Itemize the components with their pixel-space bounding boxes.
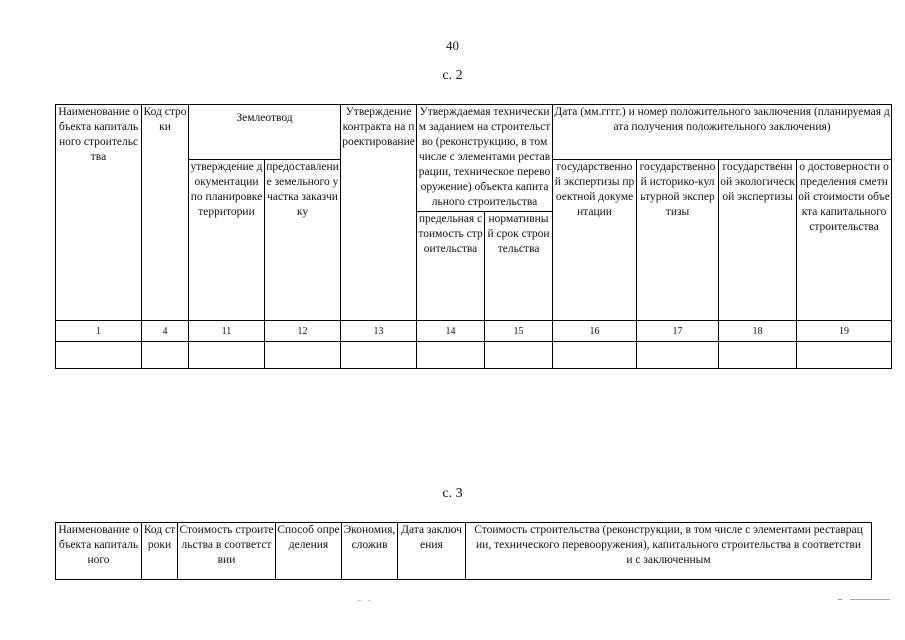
- table-cell[interactable]: [189, 342, 265, 369]
- s3-header-date: Дата заключения: [398, 523, 466, 580]
- header-task-cost: предельная стоимость строительства: [417, 212, 485, 321]
- header-land: Землеотвод: [189, 105, 341, 160]
- data-row: [56, 342, 892, 369]
- table-cell[interactable]: [417, 342, 485, 369]
- table-cell[interactable]: [553, 342, 637, 369]
- header-exp-cost: о достоверности определения сметной стоимости объекта капитального строительства: [797, 160, 892, 321]
- col-number: 14: [417, 321, 485, 342]
- col-number: 12: [265, 321, 341, 342]
- s3-header-method: Способ определения: [276, 523, 342, 580]
- header-name: Наименование объекта капитального строительства: [56, 105, 142, 321]
- col-number: 11: [189, 321, 265, 342]
- col-number: 18: [719, 321, 797, 342]
- scan-specks: [358, 597, 898, 605]
- col-number: 16: [553, 321, 637, 342]
- header-land-provision: предоставление земельного участка заказчику: [265, 160, 341, 321]
- header-exp-hist: государственной историко-культурной экспертизы: [637, 160, 719, 321]
- table-cell[interactable]: [142, 342, 189, 369]
- table-cell[interactable]: [341, 342, 417, 369]
- header-exp-eco: государственной экологической экспертизы: [719, 160, 797, 321]
- header-conclusion: Дата (мм.гггг.) и номер положительного заключения (планируемая дата получения положительного заключения): [553, 105, 892, 160]
- section-2-table: [55, 104, 892, 369]
- s3-header-cost: Стоимость строительства в соответствии: [178, 523, 276, 580]
- table-cell[interactable]: [485, 342, 553, 369]
- header-task: Утверждаемая техническим заданием на строительство (реконструкцию, в том числе с элементами реставрации, техническое перевооружение) объекта капитального строительства: [417, 105, 553, 212]
- table-cell[interactable]: [719, 342, 797, 369]
- table-cell[interactable]: [797, 342, 892, 369]
- s3-header-cost-full: Стоимость строительства (реконструкции, в том числе с элементами реставрации, технического перевооружения), капитального строительства в соответствии с заключенным: [466, 523, 872, 580]
- section-2-label: с. 2: [442, 68, 463, 83]
- page-number: 40: [446, 38, 459, 53]
- col-number: 17: [637, 321, 719, 342]
- s3-header-name: Наименование объекта капитального: [56, 523, 142, 580]
- col-number: 19: [797, 321, 892, 342]
- s3-header-economy: Экономия, сложив: [342, 523, 398, 580]
- col-number: 15: [485, 321, 553, 342]
- header-contract: Утверждение контракта на проектирование: [341, 105, 417, 321]
- s3-header-code: Код строки: [142, 523, 178, 580]
- table-cell[interactable]: [56, 342, 142, 369]
- table-cell[interactable]: [265, 342, 341, 369]
- header-task-term: нормативный срок строительства: [485, 212, 553, 321]
- header-code: Код строки: [142, 105, 189, 321]
- col-number: 4: [142, 321, 189, 342]
- header-land-docs: утверждение документации по планировке территории: [189, 160, 265, 321]
- col-number: 1: [56, 321, 142, 342]
- column-number-row: [56, 321, 892, 342]
- col-number: 13: [341, 321, 417, 342]
- section-3-label: с. 3: [442, 486, 463, 501]
- table-cell[interactable]: [637, 342, 719, 369]
- header-exp-state: государственной экспертизы проектной документации: [553, 160, 637, 321]
- section-3-table: [55, 522, 872, 580]
